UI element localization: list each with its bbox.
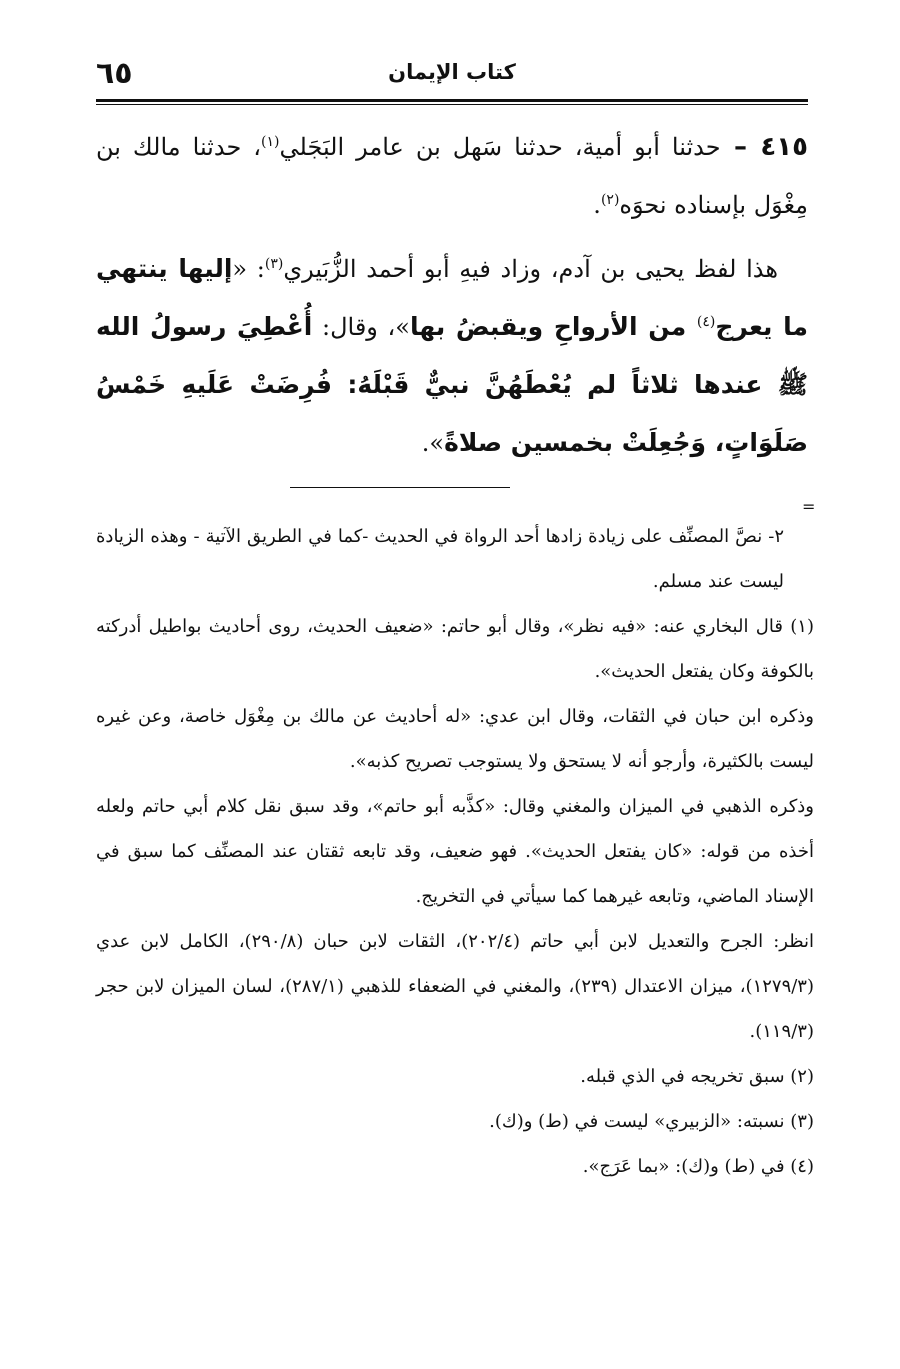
quoted-text-bold: إليها ينتهي ما يعرج: [96, 254, 809, 341]
footnote-1-continued: وذكره الذهبي في الميزان والمغني وقال: «كذَّبه أبو حاتم»، وقد سبق نقل كلام أبي حاتم ولعله أخذه من قوله: «كان يفتعل الحديث». فهو ضعيف، وقد تابعه ثقتان عند المصنِّف كما سبق في الإسناد الماضي، وتابعه غيرهما كما سيأتي في التخريج.: [96, 796, 814, 907]
hadith-text: حدثنا أبو أمية، حدثنا سَهل بن عامر البَجَلي: [279, 133, 721, 161]
footnote-ref: (٢): [600, 192, 620, 208]
hadith-paragraph: [96, 118, 808, 234]
hadith-text: .: [593, 191, 601, 219]
page-number: ٦٥: [96, 56, 133, 91]
commentary-paragraph: [96, 240, 808, 472]
running-header: [96, 56, 808, 100]
commentary-text: : «: [232, 255, 265, 283]
header-title: كتاب الإيمان: [388, 60, 516, 84]
commentary-text: ».: [421, 429, 445, 457]
header-rule-thick: [96, 99, 808, 102]
hadith-text: ، حدثنا مالك بن مِغْوَل بإسناده نحوَه: [96, 133, 808, 219]
hadith-dash: –: [720, 132, 761, 162]
main-text: [96, 118, 808, 478]
footnote-ref: (١): [261, 134, 280, 150]
footnote-separator: [290, 487, 510, 488]
footnote-1: (١) قال البخاري عنه: «فيه نظر»، وقال أبو حاتم: «ضعيف الحديث، روى أحاديث بواطيل أدركته بالكوفة وكان يفتعل الحديث».: [96, 616, 814, 682]
footnote-1-continued: وذكره ابن حبان في الثقات، وقال ابن عدي: «له أحاديث عن مالك بن مِغْوَل خاصة، وعن غيره ليست بالكثيرة، وأرجو أنه لا يستحق ولا يستوجب تصريح كذبه».: [96, 706, 814, 772]
quoted-text-bold: أُعْطِيَ رسولُ الله ﷺ عندها ثلاثاً لم يُعْطَهُنَّ نبيٌّ قَبْلَهُ: فُرِضَتْ عَلَيهِ خَمْسُ صَلَوَاتٍ، وَجُعِلَتْ بخمسين صلاةً: [96, 312, 808, 457]
commentary-text: »، وقال:: [312, 313, 410, 341]
header-rule-thin: [96, 104, 808, 105]
footnote-continued: ٢- نصَّ المصنِّف على زيادة زادها أحد الرواة في الحديث -كما في الطريق الآتية - وهذه الزيادة ليست عند مسلم.: [96, 526, 784, 592]
hadith-number: ٤١٥: [760, 132, 808, 162]
footnote-1-references: انظر: الجرح والتعديل لابن أبي حاتم (٢٠٢/٤)، الثقات لابن حبان (٢٩٠/٨)، الكامل لابن عدي (١٢٧٩/٣)، ميزان الاعتدال (٢٣٩)، والمغني في الضعفاء للذهبي (٢٨٧/١)، لسان الميزان لابن حجر (١١٩/٣).: [96, 931, 814, 1042]
footnote-ref: (٤): [696, 314, 716, 330]
footnote-ref: (٣): [264, 256, 284, 272]
commentary-text: هذا لفظ يحيى بن آدم، وزاد فيهِ أبو أحمد الزُّبَيري: [283, 255, 778, 283]
footnote-2: (٢) سبق تخريجه في الذي قبله.: [580, 1066, 814, 1087]
footnote-4: (٤) في (ط) و(ك): «بما عَرَج».: [582, 1156, 814, 1177]
footnote-continuation-marker: =: [802, 497, 816, 516]
footnotes: [96, 514, 814, 1189]
footnote-3: (٣) نسبته: «الزبيري» ليست في (ط) و(ك).: [489, 1111, 814, 1132]
quoted-text-bold: من الأرواحِ ويقبضُ بها: [409, 312, 697, 341]
